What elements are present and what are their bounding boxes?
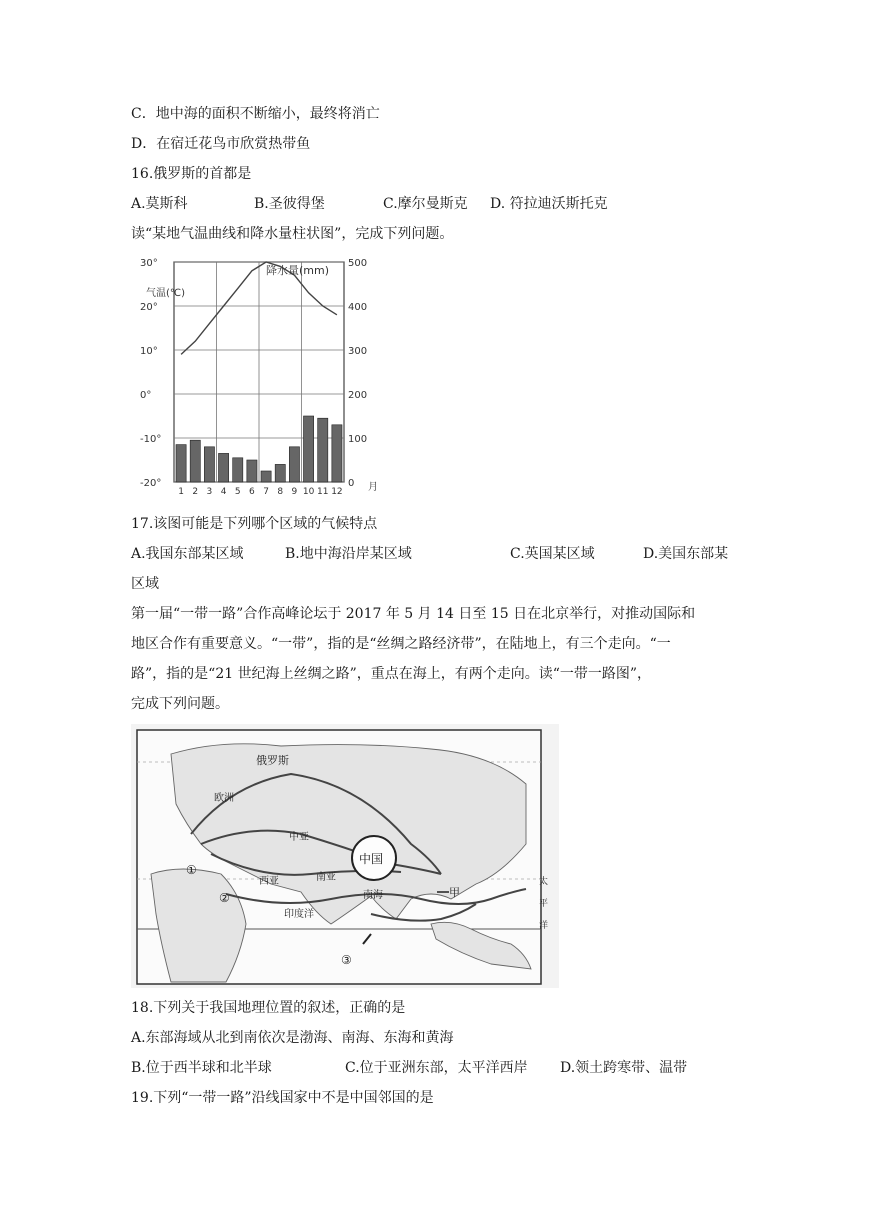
q15-option-c: C．地中海的面积不断缩小，最终将消亡 (131, 106, 380, 122)
label-pacific-3: 洋 (539, 921, 549, 931)
climate-chart (138, 252, 390, 502)
label-russia: 俄罗斯 (256, 754, 289, 767)
y-right-tick-label: 100 (348, 434, 368, 445)
y-left-label: 气温(℃) (146, 288, 186, 299)
q18-option-d: D.领土跨寒带、温带 (560, 1060, 688, 1076)
x-axis-label: 月 (368, 482, 378, 493)
q16-option-a: A.莫斯科 (131, 196, 188, 212)
label-pacific-2: 平 (539, 899, 549, 909)
precipitation-bar (261, 471, 271, 482)
y-left-tick-label: 10° (140, 346, 158, 357)
label-south-asia: 南亚 (316, 872, 336, 883)
label-jia: 甲 (449, 886, 460, 899)
q15-option-d: D．在宿迁花鸟市欣赏热带鱼 (131, 136, 311, 152)
x-tick-label: 2 (192, 487, 199, 497)
x-tick-labels (178, 487, 342, 497)
precipitation-bar (275, 464, 285, 482)
y-right-tick-label: 300 (348, 346, 368, 357)
label-china: 中国 (359, 852, 384, 866)
q16-option-b: B.圣彼得堡 (254, 196, 325, 212)
y-right-tick-label: 200 (348, 390, 368, 401)
precipitation-bar (318, 418, 328, 482)
x-tick-label: 4 (220, 487, 227, 497)
paragraph-line-4: 完成下列问题。 (131, 696, 229, 712)
x-tick-label: 6 (249, 487, 255, 497)
q16-option-d: D. 符拉迪沃斯托克 (490, 196, 608, 212)
y-right-tick-label: 500 (348, 258, 368, 269)
q17-question: 17.该图可能是下列哪个区域的气候特点 (131, 516, 378, 532)
y-right-label: 降水量(mm) (266, 264, 330, 277)
q17-option-d: D.美国东部某 (643, 546, 729, 562)
label-num3: ③ (341, 953, 352, 967)
y-left-tick-label: 20° (140, 302, 158, 313)
paragraph-line-1: 第一届“一带一路”合作高峰论坛于 2017 年 5 月 14 日至 15 日在北京举行，对推动国际和 (131, 606, 696, 622)
x-tick-label: 9 (291, 487, 298, 497)
y-left-tick-label: -10° (140, 434, 162, 445)
precipitation-bar (289, 447, 299, 482)
q18-question: 18.下列关于我国地理位置的叙述，正确的是 (131, 1000, 406, 1016)
precipitation-bar (176, 445, 186, 482)
label-pacific-1: 太 (539, 877, 549, 887)
label-num1: ① (186, 863, 197, 877)
x-tick-label: 5 (234, 487, 241, 497)
q17-option-b: B.地中海沿岸某区域 (285, 546, 412, 562)
q19-question: 19.下列“一带一路”沿线国家中不是中国邻国的是 (131, 1090, 434, 1106)
precipitation-bar (204, 447, 214, 482)
q17-option-d-continued: 区域 (131, 576, 159, 592)
label-south-china-sea: 南海 (363, 890, 383, 901)
paragraph-line-3: 路”，指的是“21 世纪海上丝绸之路”，重点在海上，有两个走向。读“一带一路图”， (131, 666, 652, 682)
x-tick-label: 12 (331, 487, 343, 497)
label-west-asia: 西亚 (259, 876, 279, 887)
q18-option-a: A.东部海域从北到南依次是渤海、南海、东海和黄海 (131, 1030, 454, 1046)
precipitation-bar (219, 453, 229, 482)
q17-option-c: C.英国某区域 (510, 546, 595, 562)
x-tick-label: 11 (317, 487, 329, 497)
paragraph-line-2: 地区合作有重要意义。“一带”，指的是“丝绸之路经济带”，在陆地上，有三个走向。“一 (131, 636, 671, 652)
x-tick-label: 8 (277, 487, 284, 497)
label-central-asia: 中亚 (289, 832, 309, 843)
label-num2: ② (219, 891, 230, 905)
x-tick-label: 10 (302, 487, 315, 497)
precipitation-bar (233, 458, 243, 482)
precipitation-bar (304, 416, 314, 482)
q18-option-b: B.位于西半球和北半球 (131, 1060, 272, 1076)
x-tick-label: 7 (263, 487, 269, 497)
y-right-tick-label: 400 (348, 302, 368, 313)
q16-option-c: C.摩尔曼斯克 (383, 196, 468, 212)
q17-option-a: A.我国东部某区域 (131, 546, 244, 562)
x-tick-label: 1 (178, 487, 184, 497)
y-left-tick-label: -20° (140, 478, 162, 489)
y-right-ticks (348, 258, 367, 489)
label-europe: 欧洲 (214, 793, 234, 804)
precipitation-bar (332, 425, 342, 482)
precipitation-bar (190, 440, 200, 482)
y-left-tick-label: 30° (140, 258, 158, 269)
label-indian-ocean: 印度洋 (284, 909, 314, 920)
y-right-tick-label: 0 (348, 478, 355, 489)
q16-question: 16.俄罗斯的首都是 (131, 166, 252, 182)
y-left-tick-label: 0° (140, 390, 152, 401)
q18-option-c: C.位于亚洲东部，太平洋西岸 (345, 1060, 528, 1076)
belt-road-map (131, 724, 559, 988)
chart-intro: 读“某地气温曲线和降水量柱状图”，完成下列问题。 (131, 226, 454, 242)
x-tick-label: 3 (206, 487, 213, 497)
precipitation-bar (247, 460, 257, 482)
